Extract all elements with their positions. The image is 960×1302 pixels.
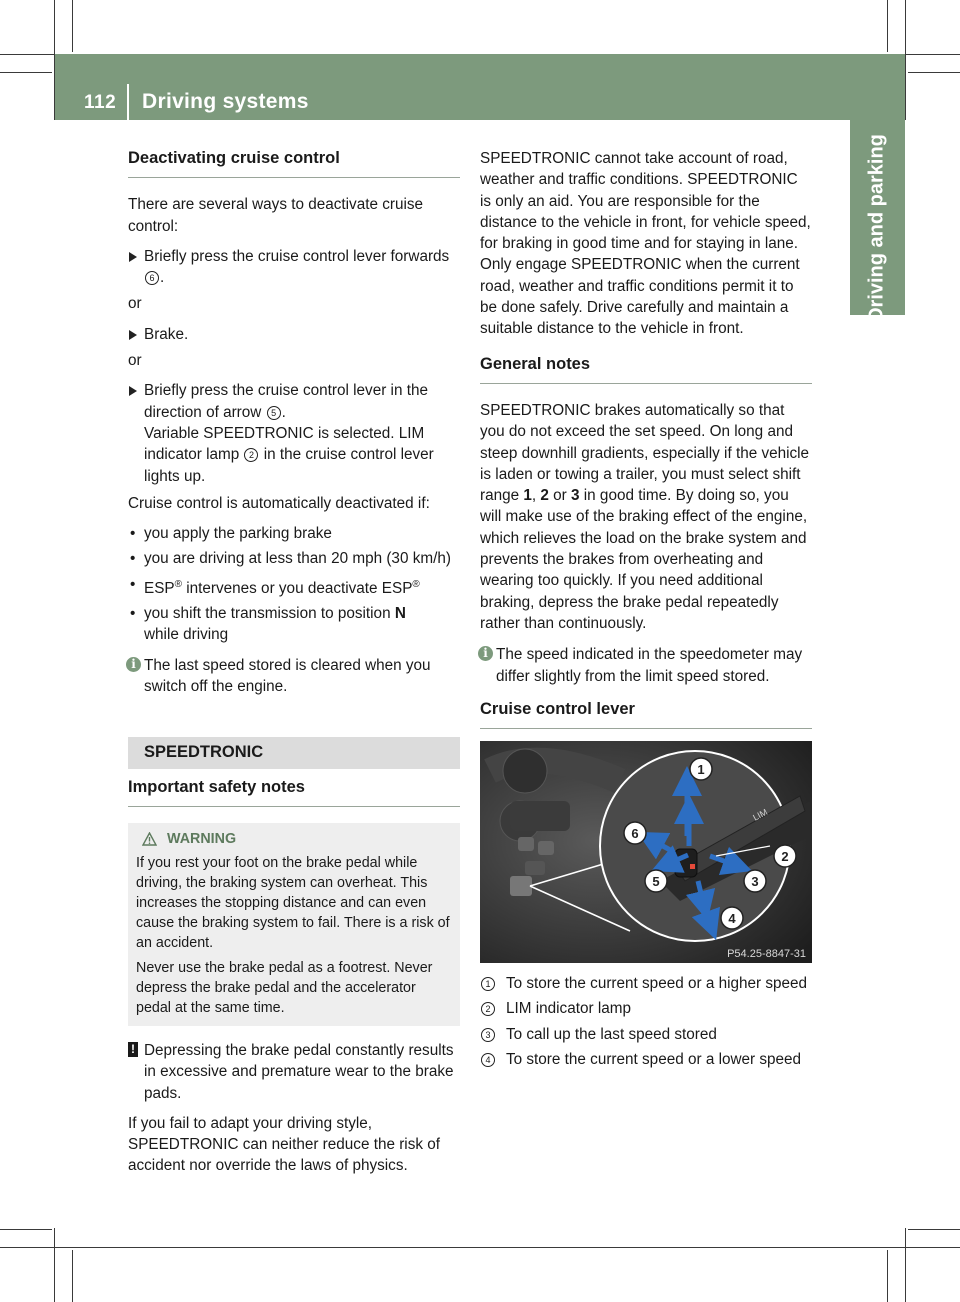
svg-text:6: 6 [631, 826, 639, 842]
page-number: 112 [84, 92, 117, 113]
callout-marker: 6 [145, 271, 159, 285]
lever-illustration [480, 741, 812, 963]
legend-item: 1 To store the current speed or a higher speed [480, 973, 812, 994]
figure-marker-6 [624, 822, 646, 844]
general-text: SPEEDTRONIC brakes automatically so that you do not exceed the set speed. On long and steep downhill gradients, especially if the vehicle is laden or towing a trailer, you must select shift range 1, 2 or 3 in good time. By doing so, you will make use of the braking effect of the engine, which relieves the load on the brake system and prevents the brakes from overheating and wearing too quickly. If you need additional braking, depress the brake pedal repeatedly rather than continuously. [480, 401, 810, 632]
right-column [480, 148, 812, 1074]
figure-marker-2 [774, 845, 796, 867]
caution-note: ! Depressing the brake pedal constantly results in excessive and premature wear to the brake pads. [128, 1040, 460, 1104]
section-title: Driving systems [142, 90, 309, 113]
or-text: or [128, 352, 142, 370]
info-icon: i [126, 657, 141, 672]
figure-code: P54.25-8847-31 [727, 948, 806, 961]
callout-marker: 4 [481, 1053, 495, 1067]
figure-marker-5 [645, 870, 667, 892]
svg-text:3: 3 [751, 874, 759, 890]
svg-text:5: 5 [652, 874, 660, 890]
heading-general: General notes [480, 354, 812, 384]
lever-label: LIM [751, 807, 770, 823]
warning-text: Never use the brake pedal as a footrest. Never depress the brake pedal and the accelerator pedal at the same time. [136, 959, 433, 1016]
warning-triangle-icon [142, 832, 157, 846]
crop-mark [72, 1250, 73, 1302]
legend-item: 4 To store the current speed or a lower speed [480, 1049, 812, 1070]
left-column [128, 148, 460, 1186]
figure-marker-3 [744, 870, 766, 892]
crop-mark [887, 0, 888, 52]
warning-text: If you rest your foot on the brake pedal while driving, the braking system can overheat. This increases the stopping distance and can even cause the braking system to fail. There is a risk of an accident. [136, 854, 450, 951]
crop-mark [908, 1229, 960, 1230]
crop-mark [0, 72, 52, 73]
callout-marker: 1 [481, 977, 495, 991]
speedtronic-note: SPEEDTRONIC cannot take account of road, weather and traffic conditions. SPEEDTRONIC is only an aid. You are responsible for the distance to the vehicle in front, for vehicle speed, for braking in good time and for staying in lane. Only engage SPEEDTRONIC when the current road, weather and traffic conditions permit it to be done safely. Drive carefully and maintain a suitable distance to the vehicle in front. [480, 150, 811, 338]
callout-marker: 5 [267, 406, 281, 420]
info-icon: i [478, 646, 493, 661]
svg-text:4: 4 [728, 911, 736, 927]
list-item: • you shift the transmission to position N while driving [128, 603, 460, 646]
crop-mark [908, 72, 960, 73]
exclamation-icon: ! [128, 1042, 138, 1057]
auto-intro: Cruise control is automatically deactivated if: [128, 494, 430, 512]
crop-mark [72, 0, 73, 52]
figure-marker-4 [721, 907, 743, 929]
legend-item: 2 LIM indicator lamp [480, 998, 812, 1019]
crop-mark [0, 1247, 960, 1248]
header-divider [127, 84, 129, 120]
info-note: i The speed indicated in the speedometer may differ slightly from the limit speed stored. [480, 644, 812, 687]
step-result: Variable SPEEDTRONIC is selected. LIM indicator lamp [144, 424, 425, 464]
heading-lever: Cruise control lever [480, 699, 812, 729]
intro-text: There are several ways to deactivate cruise control: [128, 196, 424, 235]
callout-marker: 2 [481, 1002, 495, 1016]
crop-mark [54, 1228, 55, 1302]
warning-box [128, 823, 460, 1026]
step-item: Brake. [128, 324, 460, 345]
cruise-control-lever-figure [480, 741, 812, 963]
closing-text: If you fail to adapt your driving style, SPEEDTRONIC can neither reduce the risk of accident nor override the laws of physics. [128, 1114, 441, 1175]
list-item: • ESP® intervenes or you deactivate ESP® [128, 574, 460, 599]
chapter-tab-label: Driving and parking [865, 134, 888, 322]
warning-title: WARNING [142, 829, 452, 849]
figure-marker-1 [690, 758, 712, 780]
callout-marker: 2 [244, 448, 258, 462]
callout-marker: 3 [481, 1028, 495, 1042]
crop-mark [905, 1228, 906, 1302]
crop-mark [905, 0, 906, 120]
list-item: • you are driving at less than 20 mph (30 km/h) [128, 548, 460, 569]
or-text: or [128, 295, 142, 313]
crop-mark [0, 1229, 52, 1230]
info-note: i The last speed stored is cleared when you switch off the engine. [128, 655, 460, 698]
step-item: Briefly press the cruise control lever forwards 6 . [128, 246, 460, 289]
legend-item: 3 To call up the last speed stored [480, 1024, 812, 1045]
list-item: • you apply the parking brake [128, 523, 460, 544]
step-item: Briefly press the cruise control lever in the direction of arrow 5 . Variable SPEEDTRONIC is selected. LIM indicator lamp 2 in the cruise control lever lights up. [128, 380, 460, 486]
section-band: SPEEDTRONIC [128, 737, 460, 768]
watermark: carmanualsonline.info [645, 1273, 796, 1290]
svg-text:1: 1 [697, 762, 705, 778]
heading-deactivating: Deactivating cruise control [128, 148, 460, 178]
svg-text:2: 2 [781, 849, 789, 865]
heading-safety: Important safety notes [128, 777, 460, 807]
crop-mark [887, 1250, 888, 1302]
